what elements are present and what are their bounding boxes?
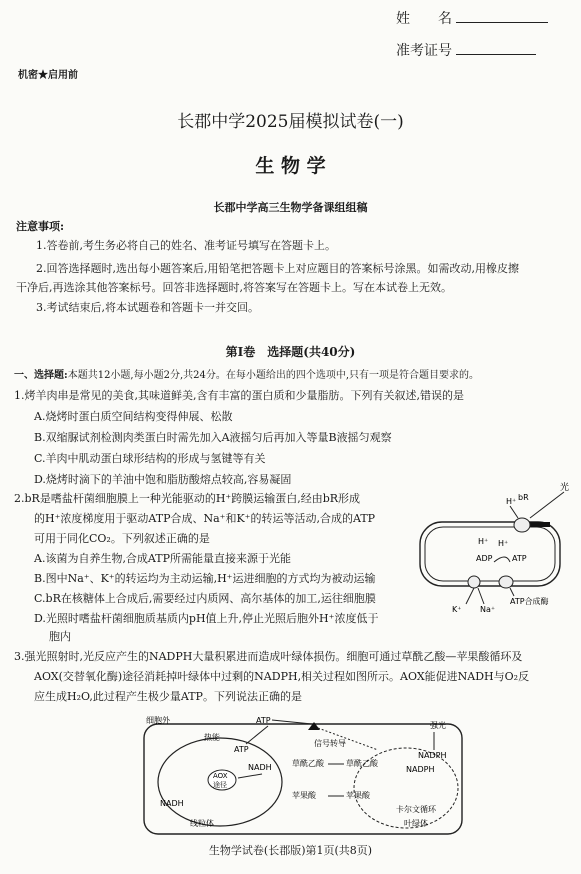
atp-synthase-label: ATP合成酶: [510, 597, 549, 606]
nadh-arrow: [238, 774, 262, 778]
note-item: 2.回答选择题时,选出每小题答案后,用铅笔把答题卡上对应题目的答案标号涂黑。如需改动,用橡皮擦: [36, 262, 519, 275]
section-title: 第Ⅰ卷 选择题(共40分): [225, 345, 356, 359]
q1-option-b: B.双缩脲试剂检测肉类蛋白时需先加入A液摇匀后再加入等量B液摇匀观察: [34, 431, 392, 444]
name-line[interactable]: [456, 8, 548, 23]
q2-membrane-diagram: [410, 478, 574, 626]
subject-title: 生 物 学: [255, 155, 326, 177]
malate-left-label: 苹果酸: [292, 791, 316, 800]
q2-stem-line: 可用于同化CO₂。下列叙述正确的是: [34, 532, 210, 545]
q1-option-c: C.羊肉中肌动蛋白球形结构的形成与氢键等有关: [34, 452, 266, 465]
q3-stem-line: 3.强光照射时,光反应产生的NADPH大量积累进而造成叶绿体损伤。细胞可通过草酰乙酸—苹果酸循环及: [14, 650, 523, 663]
h-label: H⁺: [478, 537, 489, 546]
q3-stem-line: 应生成H₂O,此过程产生极少量ATP。下列说法正确的是: [34, 690, 302, 703]
mitochondrion-label: 线粒体: [190, 819, 214, 828]
h-label: H⁺: [498, 539, 509, 548]
exam-no-label: 准考证号: [396, 40, 536, 60]
aox-label: AOX: [213, 772, 228, 780]
exam-title: 长郡中学2025届模拟试卷(一): [177, 112, 404, 132]
adp-atp-arrow: [494, 557, 510, 562]
cell-boundary: [144, 724, 462, 834]
section-intro: 一、选择题:本题共12小题,每小题2分,共24分。在每小题给出的四个选项中,只有一项是符合题目要求的。: [14, 370, 480, 381]
pathway-label: 途径: [213, 781, 227, 789]
oaa-right-label: 草酰乙酸: [346, 759, 378, 768]
k-arrow: [466, 588, 474, 604]
note-item: 1.答卷前,考生务必将自己的姓名、准考证号填写在答题卡上。: [36, 239, 336, 252]
atp-synthase-shape: [499, 576, 513, 588]
nadh-left-label: NADH: [160, 799, 184, 808]
page-footer: 生物学试卷(长郡版)第1页(共8页): [208, 844, 373, 857]
confidential-mark: 机密★启用前: [18, 70, 78, 81]
heat-label: 热能: [204, 733, 220, 742]
q3-stem-line: AOX(交替氧化酶)途径消耗掉叶绿体中过剩的NADPH,相关过程如图所示。AOX能促进NADH与O₂反: [34, 670, 530, 683]
k-label: K⁺: [452, 605, 462, 614]
q2-option-c: C.bR在核糖体上合成后,需要经过内质网、高尔基体的加工,运往细胞膜: [34, 592, 376, 605]
q2-stem-line: 的H⁺浓度梯度用于驱动ATP合成、Na⁺和K⁺的转运等活动,合成的ATP: [34, 512, 376, 525]
group-line: 长郡中学高三生物学备课组组稿: [213, 201, 368, 214]
calvin-label: 卡尔文循环: [396, 805, 436, 814]
strong-light-label: 强光: [430, 721, 446, 730]
na-label: Na⁺: [480, 605, 496, 614]
membrane-band: [528, 522, 550, 527]
malate-right-label: 苹果酸: [346, 791, 370, 800]
note-item: 干净后,再选涂其他答案标号。回答非选择题时,将答案写在答题卡上。写在本试卷上无效。: [16, 281, 452, 294]
atp-synthase-pointer: [510, 588, 514, 596]
transporter-shape: [468, 576, 480, 588]
h-label: H⁺: [506, 497, 517, 506]
oaa-left-label: 草酰乙酸: [292, 759, 324, 768]
atp-release-arrow: [246, 726, 268, 744]
nadph-right-label: NADPH: [406, 765, 435, 774]
atp-label: ATP: [512, 554, 527, 563]
na-arrow: [478, 588, 484, 604]
atp-top-label: ATP: [256, 716, 271, 725]
light-label: 光: [560, 483, 570, 493]
q2-stem-line: 2.bR是嗜盐杆菌细胞膜上一种光能驱动的H⁺跨膜运输蛋白,经由bR形成: [14, 492, 361, 505]
notes-title: 注意事项:: [16, 220, 65, 233]
name-label: 姓 名: [396, 8, 548, 28]
nadh-mid-label: NADH: [248, 763, 272, 772]
q1-option-d: D.烧烤时滴下的羊油中饱和脂肪酸熔点较高,容易凝固: [34, 473, 292, 486]
light-arrow: [530, 492, 564, 518]
q2-option-d-cont: 胞内: [49, 630, 71, 643]
adp-label: ADP: [476, 554, 493, 563]
outside-label: 细胞外: [146, 716, 170, 725]
nadph-top-label: NADPH: [418, 751, 447, 760]
h-arrow: [510, 506, 518, 518]
signal-label: 信号转导: [314, 739, 346, 748]
q1-stem: 1.烤羊肉串是常见的美食,其味道鲜美,含有丰富的蛋白质和少量脂肪。下列有关叙述,错误的是: [14, 389, 464, 402]
q2-option-b: B.图中Na⁺、K⁺的转运均为主动运输,H⁺运进细胞的方式均为被动运输: [34, 572, 376, 585]
atp-left-label: ATP: [234, 745, 249, 754]
q2-option-a: A.该菌为自养生物,合成ATP所需能量直接来源于光能: [34, 552, 292, 565]
exam-no-line[interactable]: [456, 40, 536, 55]
br-label: bR: [518, 493, 529, 502]
q2-option-d: D.光照时嗜盐杆菌细胞质基质内pH值上升,停止光照后胞外H⁺浓度低于: [34, 612, 379, 625]
note-item: 3.考试结束后,将本试题卷和答题卡一并交回。: [36, 301, 259, 314]
q1-option-a: A.烧烤时蛋白质空间结构变得伸展、松散: [34, 410, 233, 423]
signal-triangle: [308, 722, 320, 730]
br-protein: [514, 518, 530, 532]
q3-pathway-diagram: [138, 714, 474, 838]
chloroplast-label: 叶绿体: [404, 819, 428, 828]
